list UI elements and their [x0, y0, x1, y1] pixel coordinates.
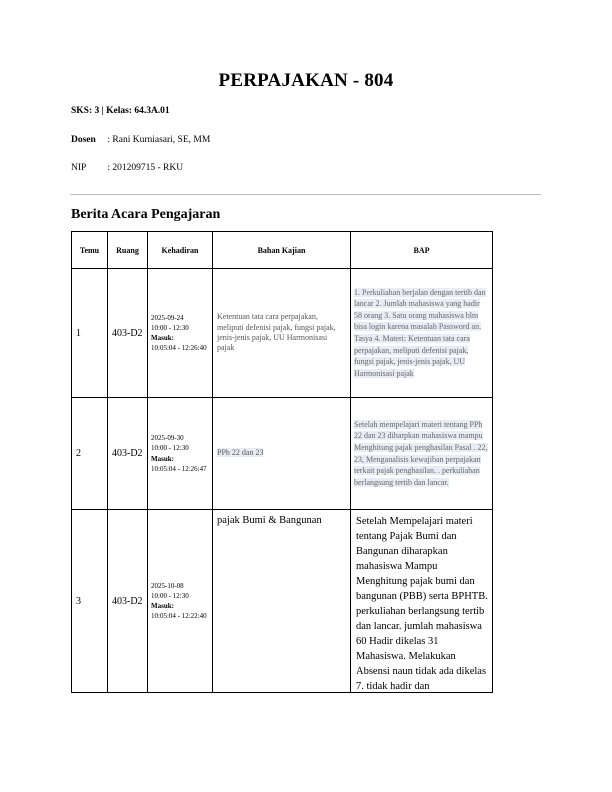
temu-cell: 2 — [72, 398, 108, 510]
col-ruang: Ruang — [108, 232, 148, 269]
material-cell — [213, 398, 351, 510]
time: 10:00 - 12:30 — [151, 444, 189, 453]
teaching-report-table — [71, 231, 493, 693]
room-cell: 403-D2 — [108, 269, 148, 398]
date: 2025-09-30 — [151, 434, 184, 443]
page-title: PERPAJAKAN - 804 — [218, 70, 394, 91]
bap-text: 1. Perkuliahan berjalan dengan tertib dan lancar 2. Jumlah mahasiswa yang hadir 58 orang 3. Satu orang mahasiswa blm bisa login karena masalah Password an. Tasya 4. Materi: Ketentuan tata cara perpajakan, meliputi defenisi pajak, fungsi pajak, jenis-jenis pajak, UU Harmonisasi pajak — [354, 287, 486, 378]
material-text: PPh 22 dan 23 — [217, 448, 264, 458]
material-cell: pajak Bumi & Bangunan — [213, 510, 351, 693]
time: 10:00 - 12:30 — [151, 323, 189, 332]
nip-label: NIP — [71, 163, 87, 173]
time: 10:00 - 12:30 — [151, 591, 189, 600]
masuk-label: Masuk: — [151, 602, 174, 610]
nip-row — [71, 163, 183, 173]
attendance-cell — [148, 510, 213, 693]
attendance-cell — [148, 398, 213, 510]
col-kehadiran: Kehadiran — [148, 232, 213, 269]
col-bap: BAP — [351, 232, 493, 269]
bap-cell — [351, 510, 493, 693]
sks-class-line: SKS: 3 | Kelas: 64.3A.01 — [71, 106, 170, 116]
col-temu: Temu — [72, 232, 108, 269]
bap-cell — [351, 398, 493, 510]
masuk-label: Masuk: — [151, 454, 174, 463]
masuk-time: 10:05:04 - 12:26:47 — [151, 464, 207, 473]
divider — [70, 194, 541, 195]
bap-text: Setelah Mempelajari materi tentang Pajak Bumi dan Bangunan diharapkan mahasiswa Mampu Menghitung pajak bumi dan bangunan (PBB) serta BPHTB. perkuliahan berlangsung tertib dan lancar. jumlah mahasiswa 60 Hadir dikelas 31 Mahasiswa. Melakukan Absensi naun tidak ada dikelas 7. tidak hadir dan — [356, 516, 488, 692]
table-row — [72, 398, 493, 510]
nip-value: : 201209715 - RKU — [107, 163, 184, 173]
room-cell: 403-D2 — [108, 398, 148, 510]
attendance-cell — [148, 269, 213, 398]
dosen-value: : Rani Kurniasari, SE, MM — [107, 135, 211, 145]
table-row — [72, 269, 493, 398]
col-bahan-kajian: Bahan Kajian — [213, 232, 351, 269]
masuk-time: 10:05:04 - 12:26:40 — [151, 344, 207, 353]
table-header-row — [72, 232, 493, 269]
dosen-label: Dosen — [71, 135, 96, 145]
section-heading: Berita Acara Pengajaran — [71, 207, 221, 222]
masuk-label: Masuk: — [151, 334, 174, 342]
course-info — [71, 106, 170, 116]
bap-cell — [351, 269, 493, 398]
room-cell: 403-D2 — [108, 510, 148, 693]
temu-cell: 3 — [72, 510, 108, 693]
lecturer-row — [71, 135, 210, 145]
table-row — [72, 510, 493, 693]
temu-cell: 1 — [72, 269, 108, 398]
bap-text: Setelah mempelajari materi tentang PPh 22 dan 23 diharpkan mahasiswa mampu Menghitung pajak penghasilan Pasal . 22, 23, Menganalisis kewajiban perpajakan terkait pajak penghasilan. . perkuliahan berlangsung tertib dan lancar. — [354, 419, 488, 487]
material-cell: Ketentuan tata cara perpajakan, meliputi defenisi pajak, fungsi pajak, jenis-jenis pajak, UU Harmonisasi pajak — [213, 269, 351, 398]
date: 2025-09-24 — [151, 313, 184, 322]
masuk-time: 10:05:04 - 12:22:40 — [151, 612, 207, 621]
date: 2025-10-08 — [151, 581, 184, 590]
